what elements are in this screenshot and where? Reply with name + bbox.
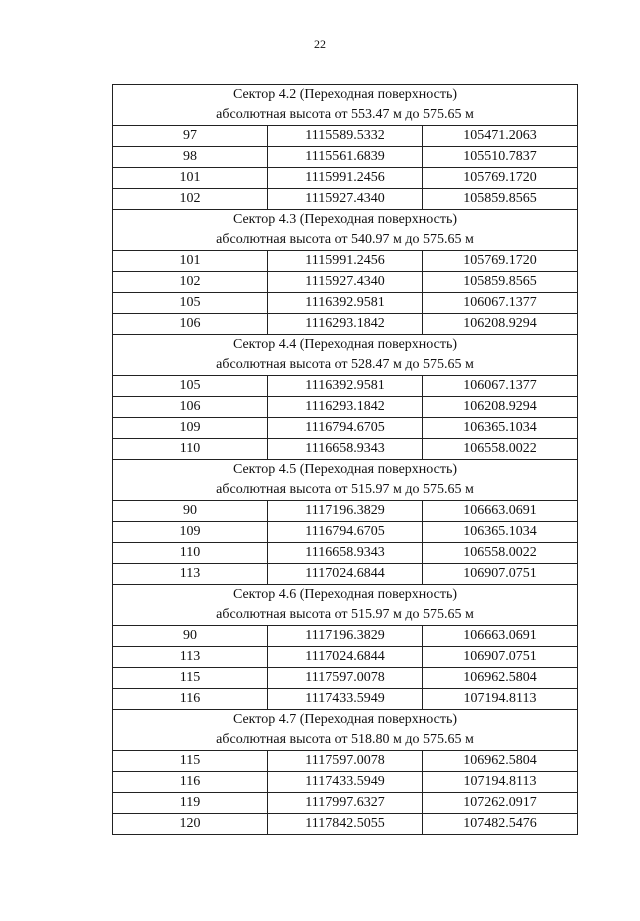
- point-number: 105: [113, 293, 268, 314]
- x-coordinate: 1115927.4340: [268, 272, 423, 293]
- x-coordinate: 1117842.5055: [268, 814, 423, 835]
- point-number: 115: [113, 751, 268, 772]
- sector-header-row: [113, 335, 578, 376]
- table-row: [113, 293, 578, 314]
- table-row: [113, 251, 578, 272]
- point-number: 110: [113, 543, 268, 564]
- table-row: [113, 126, 578, 147]
- point-number: 120: [113, 814, 268, 835]
- table-row: [113, 418, 578, 439]
- table-row: [113, 147, 578, 168]
- x-coordinate: 1116794.6705: [268, 522, 423, 543]
- sector-altitude-range: абсолютная высота от 515.97 м до 575.65 м: [216, 607, 474, 622]
- x-coordinate: 1117433.5949: [268, 772, 423, 793]
- sector-title: Сектор 4.3 (Переходная поверхность): [232, 212, 458, 227]
- x-coordinate: 1115561.6839: [268, 147, 423, 168]
- table-row: [113, 564, 578, 585]
- y-coordinate: 106558.0022: [423, 439, 578, 460]
- point-number: 101: [113, 168, 268, 189]
- x-coordinate: 1116658.9343: [268, 543, 423, 564]
- table-row: [113, 626, 578, 647]
- table-row: [113, 272, 578, 293]
- point-number: 102: [113, 189, 268, 210]
- point-number: 109: [113, 418, 268, 439]
- x-coordinate: 1115991.2456: [268, 168, 423, 189]
- sector-header: [113, 710, 578, 751]
- point-number: 106: [113, 314, 268, 335]
- x-coordinate: 1117433.5949: [268, 689, 423, 710]
- x-coordinate: 1115991.2456: [268, 251, 423, 272]
- point-number: 98: [113, 147, 268, 168]
- point-number: 101: [113, 251, 268, 272]
- y-coordinate: 105769.1720: [423, 168, 578, 189]
- sector-altitude-range: абсолютная высота от 518.80 м до 575.65 м: [216, 732, 474, 747]
- sector-title: Сектор 4.6 (Переходная поверхность): [232, 587, 458, 602]
- table-row: [113, 814, 578, 835]
- point-number: 106: [113, 397, 268, 418]
- x-coordinate: 1117024.6844: [268, 647, 423, 668]
- y-coordinate: 106365.1034: [423, 418, 578, 439]
- y-coordinate: 106067.1377: [423, 293, 578, 314]
- point-number: 115: [113, 668, 268, 689]
- coordinates-table: [112, 84, 578, 835]
- y-coordinate: 106365.1034: [423, 522, 578, 543]
- y-coordinate: 106067.1377: [423, 376, 578, 397]
- point-number: 110: [113, 439, 268, 460]
- page-number: 22: [314, 37, 326, 51]
- point-number: 116: [113, 689, 268, 710]
- sector-title: Сектор 4.5 (Переходная поверхность): [232, 462, 458, 477]
- sector-altitude-range: абсолютная высота от 553.47 м до 575.65 м: [216, 107, 474, 122]
- point-number: 109: [113, 522, 268, 543]
- y-coordinate: 105471.2063: [423, 126, 578, 147]
- x-coordinate: 1117196.3829: [268, 501, 423, 522]
- table-row: [113, 772, 578, 793]
- x-coordinate: 1115589.5332: [268, 126, 423, 147]
- table-row: [113, 439, 578, 460]
- y-coordinate: 107194.8113: [423, 772, 578, 793]
- table-row: [113, 751, 578, 772]
- table-row: [113, 793, 578, 814]
- y-coordinate: 105510.7837: [423, 147, 578, 168]
- point-number: 90: [113, 501, 268, 522]
- sector-header-row: [113, 85, 578, 126]
- y-coordinate: 106907.0751: [423, 564, 578, 585]
- x-coordinate: 1116658.9343: [268, 439, 423, 460]
- x-coordinate: 1116392.9581: [268, 293, 423, 314]
- point-number: 90: [113, 626, 268, 647]
- sector-altitude-range: абсолютная высота от 515.97 м до 575.65 м: [216, 482, 474, 497]
- sector-title: Сектор 4.2 (Переходная поверхность): [232, 87, 458, 102]
- x-coordinate: 1117997.6327: [268, 793, 423, 814]
- x-coordinate: 1115927.4340: [268, 189, 423, 210]
- sector-title: Сектор 4.7 (Переходная поверхность): [232, 712, 458, 727]
- sector-header-row: [113, 585, 578, 626]
- point-number: 119: [113, 793, 268, 814]
- coordinates-table-body: [113, 85, 578, 835]
- y-coordinate: 107262.0917: [423, 793, 578, 814]
- y-coordinate: 106907.0751: [423, 647, 578, 668]
- sector-header: [113, 85, 578, 126]
- table-row: [113, 689, 578, 710]
- y-coordinate: 106663.0691: [423, 626, 578, 647]
- y-coordinate: 106558.0022: [423, 543, 578, 564]
- y-coordinate: 106962.5804: [423, 751, 578, 772]
- sector-header-row: [113, 710, 578, 751]
- point-number: 97: [113, 126, 268, 147]
- y-coordinate: 106208.9294: [423, 314, 578, 335]
- sector-altitude-range: абсолютная высота от 528.47 м до 575.65 м: [216, 357, 474, 372]
- x-coordinate: 1116392.9581: [268, 376, 423, 397]
- point-number: 105: [113, 376, 268, 397]
- sector-header: [113, 585, 578, 626]
- table-row: [113, 647, 578, 668]
- y-coordinate: 107482.5476: [423, 814, 578, 835]
- x-coordinate: 1117597.0078: [268, 751, 423, 772]
- table-row: [113, 376, 578, 397]
- y-coordinate: 105859.8565: [423, 189, 578, 210]
- table-row: [113, 189, 578, 210]
- y-coordinate: 106663.0691: [423, 501, 578, 522]
- table-row: [113, 501, 578, 522]
- sector-header: [113, 335, 578, 376]
- x-coordinate: 1116293.1842: [268, 314, 423, 335]
- x-coordinate: 1117597.0078: [268, 668, 423, 689]
- sector-header: [113, 210, 578, 251]
- x-coordinate: 1117024.6844: [268, 564, 423, 585]
- table-row: [113, 543, 578, 564]
- x-coordinate: 1116794.6705: [268, 418, 423, 439]
- table-row: [113, 522, 578, 543]
- table-row: [113, 397, 578, 418]
- y-coordinate: 105769.1720: [423, 251, 578, 272]
- x-coordinate: 1117196.3829: [268, 626, 423, 647]
- table-row: [113, 314, 578, 335]
- y-coordinate: 107194.8113: [423, 689, 578, 710]
- sector-header-row: [113, 210, 578, 251]
- x-coordinate: 1116293.1842: [268, 397, 423, 418]
- point-number: 113: [113, 564, 268, 585]
- point-number: 102: [113, 272, 268, 293]
- point-number: 116: [113, 772, 268, 793]
- sector-header-row: [113, 460, 578, 501]
- sector-altitude-range: абсолютная высота от 540.97 м до 575.65 м: [216, 232, 474, 247]
- sector-title: Сектор 4.4 (Переходная поверхность): [232, 337, 458, 352]
- point-number: 113: [113, 647, 268, 668]
- y-coordinate: 106208.9294: [423, 397, 578, 418]
- table-row: [113, 168, 578, 189]
- y-coordinate: 105859.8565: [423, 272, 578, 293]
- y-coordinate: 106962.5804: [423, 668, 578, 689]
- sector-header: [113, 460, 578, 501]
- table-row: [113, 668, 578, 689]
